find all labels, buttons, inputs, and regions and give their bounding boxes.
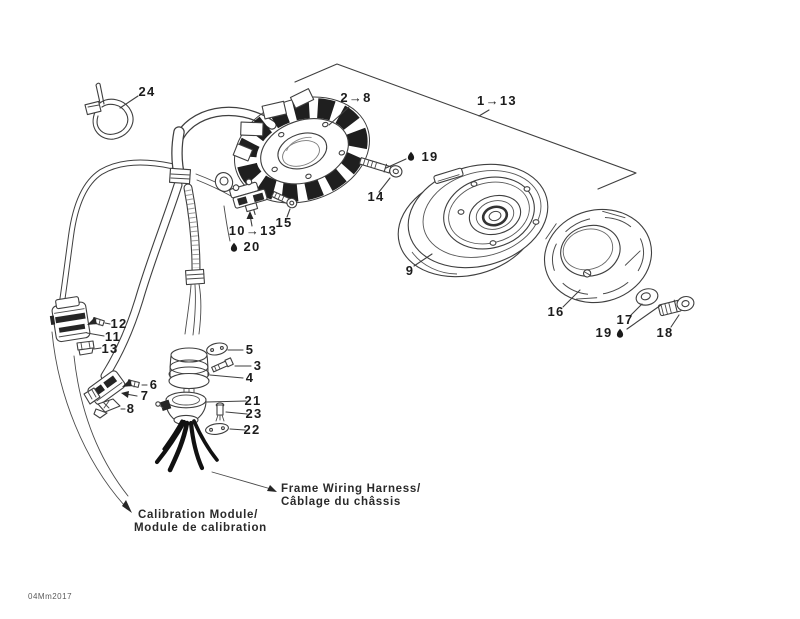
- callout-24: 24: [138, 84, 156, 99]
- callout-3: 3: [253, 358, 263, 373]
- callout-5: 5: [245, 342, 255, 357]
- callout-19a: 19: [421, 149, 439, 164]
- terminal-3: [211, 358, 233, 373]
- callout-4: 4: [245, 370, 255, 385]
- callout-14: 14: [367, 189, 385, 204]
- callout-19b: 19: [595, 325, 613, 340]
- boot-21-group: [156, 392, 247, 436]
- callout-7: 7: [140, 388, 150, 403]
- clamp-screw: [156, 400, 172, 411]
- callout-10-13: 10→13: [228, 223, 278, 238]
- callout-11: 11: [104, 329, 122, 344]
- note-frame-harness-en: Frame Wiring Harness/: [281, 483, 421, 495]
- note-calibration-en: Calibration Module/: [138, 509, 258, 521]
- callout-6: 6: [149, 377, 159, 392]
- gasket-5: [206, 341, 229, 357]
- callout-8: 8: [126, 401, 136, 416]
- loctite-drop-icon: [617, 329, 623, 338]
- washer-17: [634, 286, 659, 307]
- sheath-collar: [170, 168, 191, 183]
- boot-collar: [186, 269, 205, 284]
- callout-9: 9: [405, 263, 415, 278]
- doc-code: 04Mm2017: [28, 592, 73, 601]
- callout-16: 16: [547, 304, 565, 319]
- callout-1-13: 1→13: [477, 93, 517, 108]
- callout-18: 18: [656, 325, 674, 340]
- note-calibration-fr: Module de calibration: [134, 522, 267, 534]
- callout-22: 22: [243, 422, 261, 437]
- hub-bolt-18: [658, 295, 696, 317]
- boot-4: [169, 348, 209, 389]
- connector-7-group: [84, 369, 147, 418]
- gasket-22: [205, 422, 229, 435]
- boot-4-group: [169, 341, 251, 396]
- pin-23: [216, 403, 224, 421]
- callout-12: 12: [110, 316, 128, 331]
- callout-20: 20: [243, 239, 261, 254]
- cable-clamp: [85, 83, 138, 139]
- clip-13: [77, 341, 94, 355]
- screw-12: [87, 317, 104, 326]
- callout-23: 23: [245, 406, 263, 421]
- note-frame-harness-fr: Câblage du châssis: [281, 496, 401, 508]
- callout-17: 17: [616, 312, 634, 327]
- loctite-drop-icon: [231, 243, 237, 252]
- callout-2-8: 2→8: [340, 90, 372, 105]
- flywheel-bolt-14: [359, 155, 404, 178]
- loctite-drop-icon: [408, 152, 414, 161]
- callout-21: 21: [244, 393, 262, 408]
- callout-15: 15: [275, 215, 293, 230]
- callout-13: 13: [101, 341, 119, 356]
- boot-21: [156, 392, 206, 424]
